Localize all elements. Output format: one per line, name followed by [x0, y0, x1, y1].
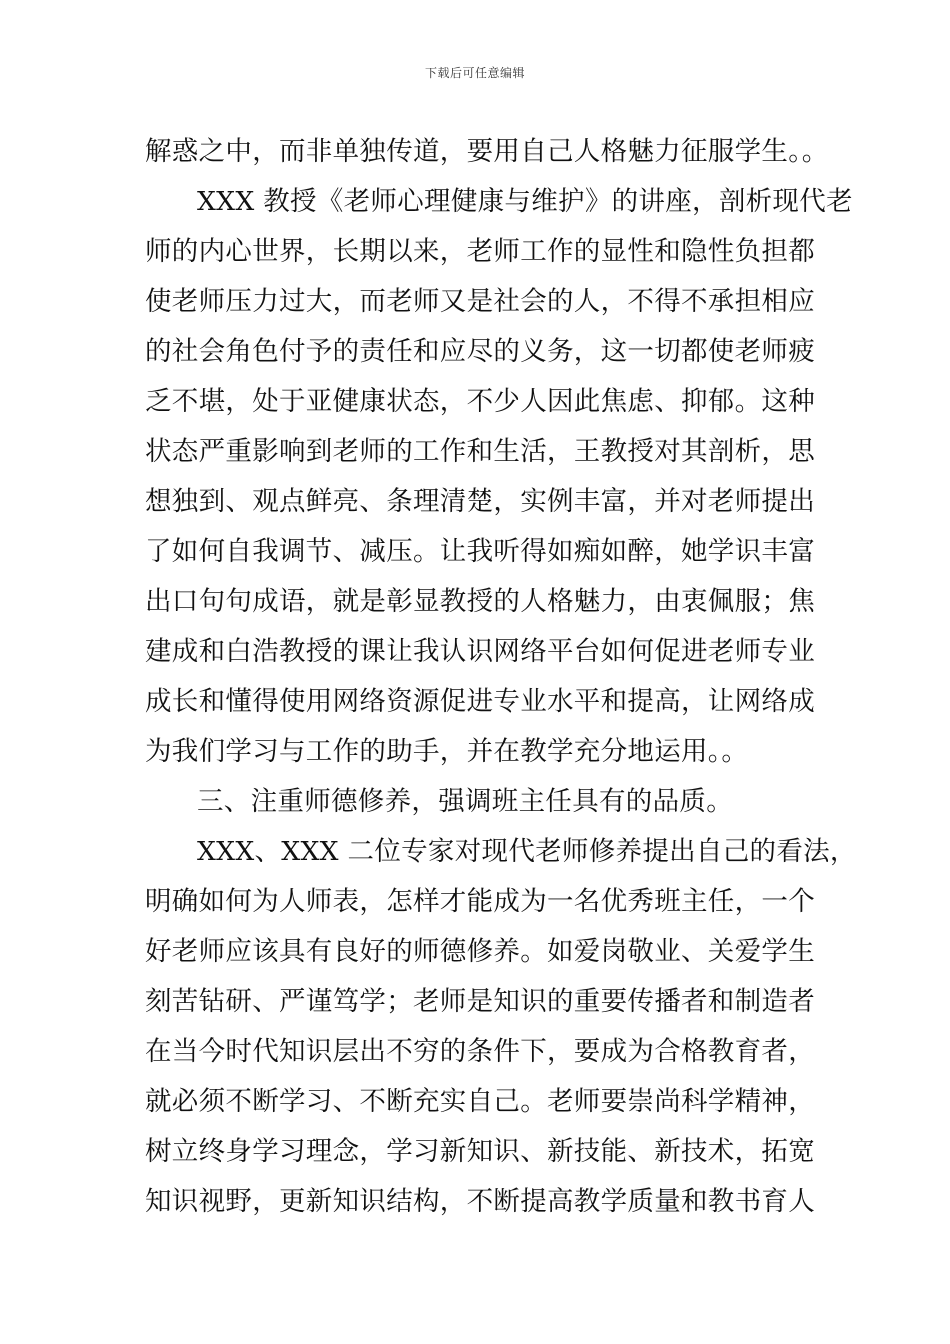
- text-line: 了如何自我调节、减压。让我听得如痴如醉，她学识丰富: [145, 536, 815, 567]
- text-line: 的社会角色付予的责任和应尽的义务，这一切都使老师疲: [145, 336, 815, 367]
- paragraph-first-line: XXX、XXX 二位专家对现代老师修养提出自己的看法，: [197, 836, 857, 867]
- text-line: 想独到、观点鲜亮、条理清楚，实例丰富，并对老师提出: [145, 486, 815, 517]
- header-note: 下载后可任意编辑: [424, 66, 525, 80]
- text-line: 乏不堪，处于亚健康状态，不少人因此焦虑、抑郁。这种: [145, 386, 815, 417]
- text-line: 建成和白浩教授的课让我认识网络平台如何促进老师专业: [145, 636, 815, 667]
- text-line: 出口句句成语，就是彰显教授的人格魅力，由衷佩服；焦: [145, 586, 815, 617]
- text-line: 使老师压力过大，而老师又是社会的人，不得不承担相应: [145, 286, 815, 317]
- body-text: [145, 127, 857, 1227]
- text-line: 树立终身学习理念，学习新知识、新技能、新技术，拓宽: [145, 1136, 815, 1167]
- paragraph-first-line: XXX 教授《老师心理健康与维护》的讲座，剖析现代老: [197, 186, 853, 217]
- text-line: 状态严重影响到老师的工作和生活，王教授对其剖析，思: [145, 436, 815, 467]
- text-line: 成长和懂得使用网络资源促进专业水平和提高，让网络成: [145, 686, 815, 717]
- text-line: 就必须不断学习、不断充实自己。老师要崇尚科学精神，: [145, 1086, 815, 1117]
- text-line: 师的内心世界，长期以来，老师工作的显性和隐性负担都: [145, 236, 815, 267]
- text-line: 刻苦钻研、严谨笃学；老师是知识的重要传播者和制造者: [145, 986, 815, 1017]
- text-line: 为我们学习与工作的助手，并在教学充分地运用。。: [145, 736, 749, 767]
- text-line: 解惑之中，而非单独传道，要用自己人格魅力征服学生。。: [145, 136, 829, 167]
- text-line: 知识视野，更新知识结构，不断提高教学质量和教书育人: [145, 1186, 815, 1217]
- section-heading: 三、注重师德修养，强调班主任具有的品质。: [197, 786, 733, 817]
- text-line: 在当今时代知识层出不穷的条件下，要成为合格教育者，: [145, 1036, 815, 1067]
- text-line: 好老师应该具有良好的师德修养。如爱岗敬业、关爱学生: [145, 936, 815, 967]
- text-line: 明确如何为人师表，怎样才能成为一名优秀班主任，一个: [145, 886, 815, 917]
